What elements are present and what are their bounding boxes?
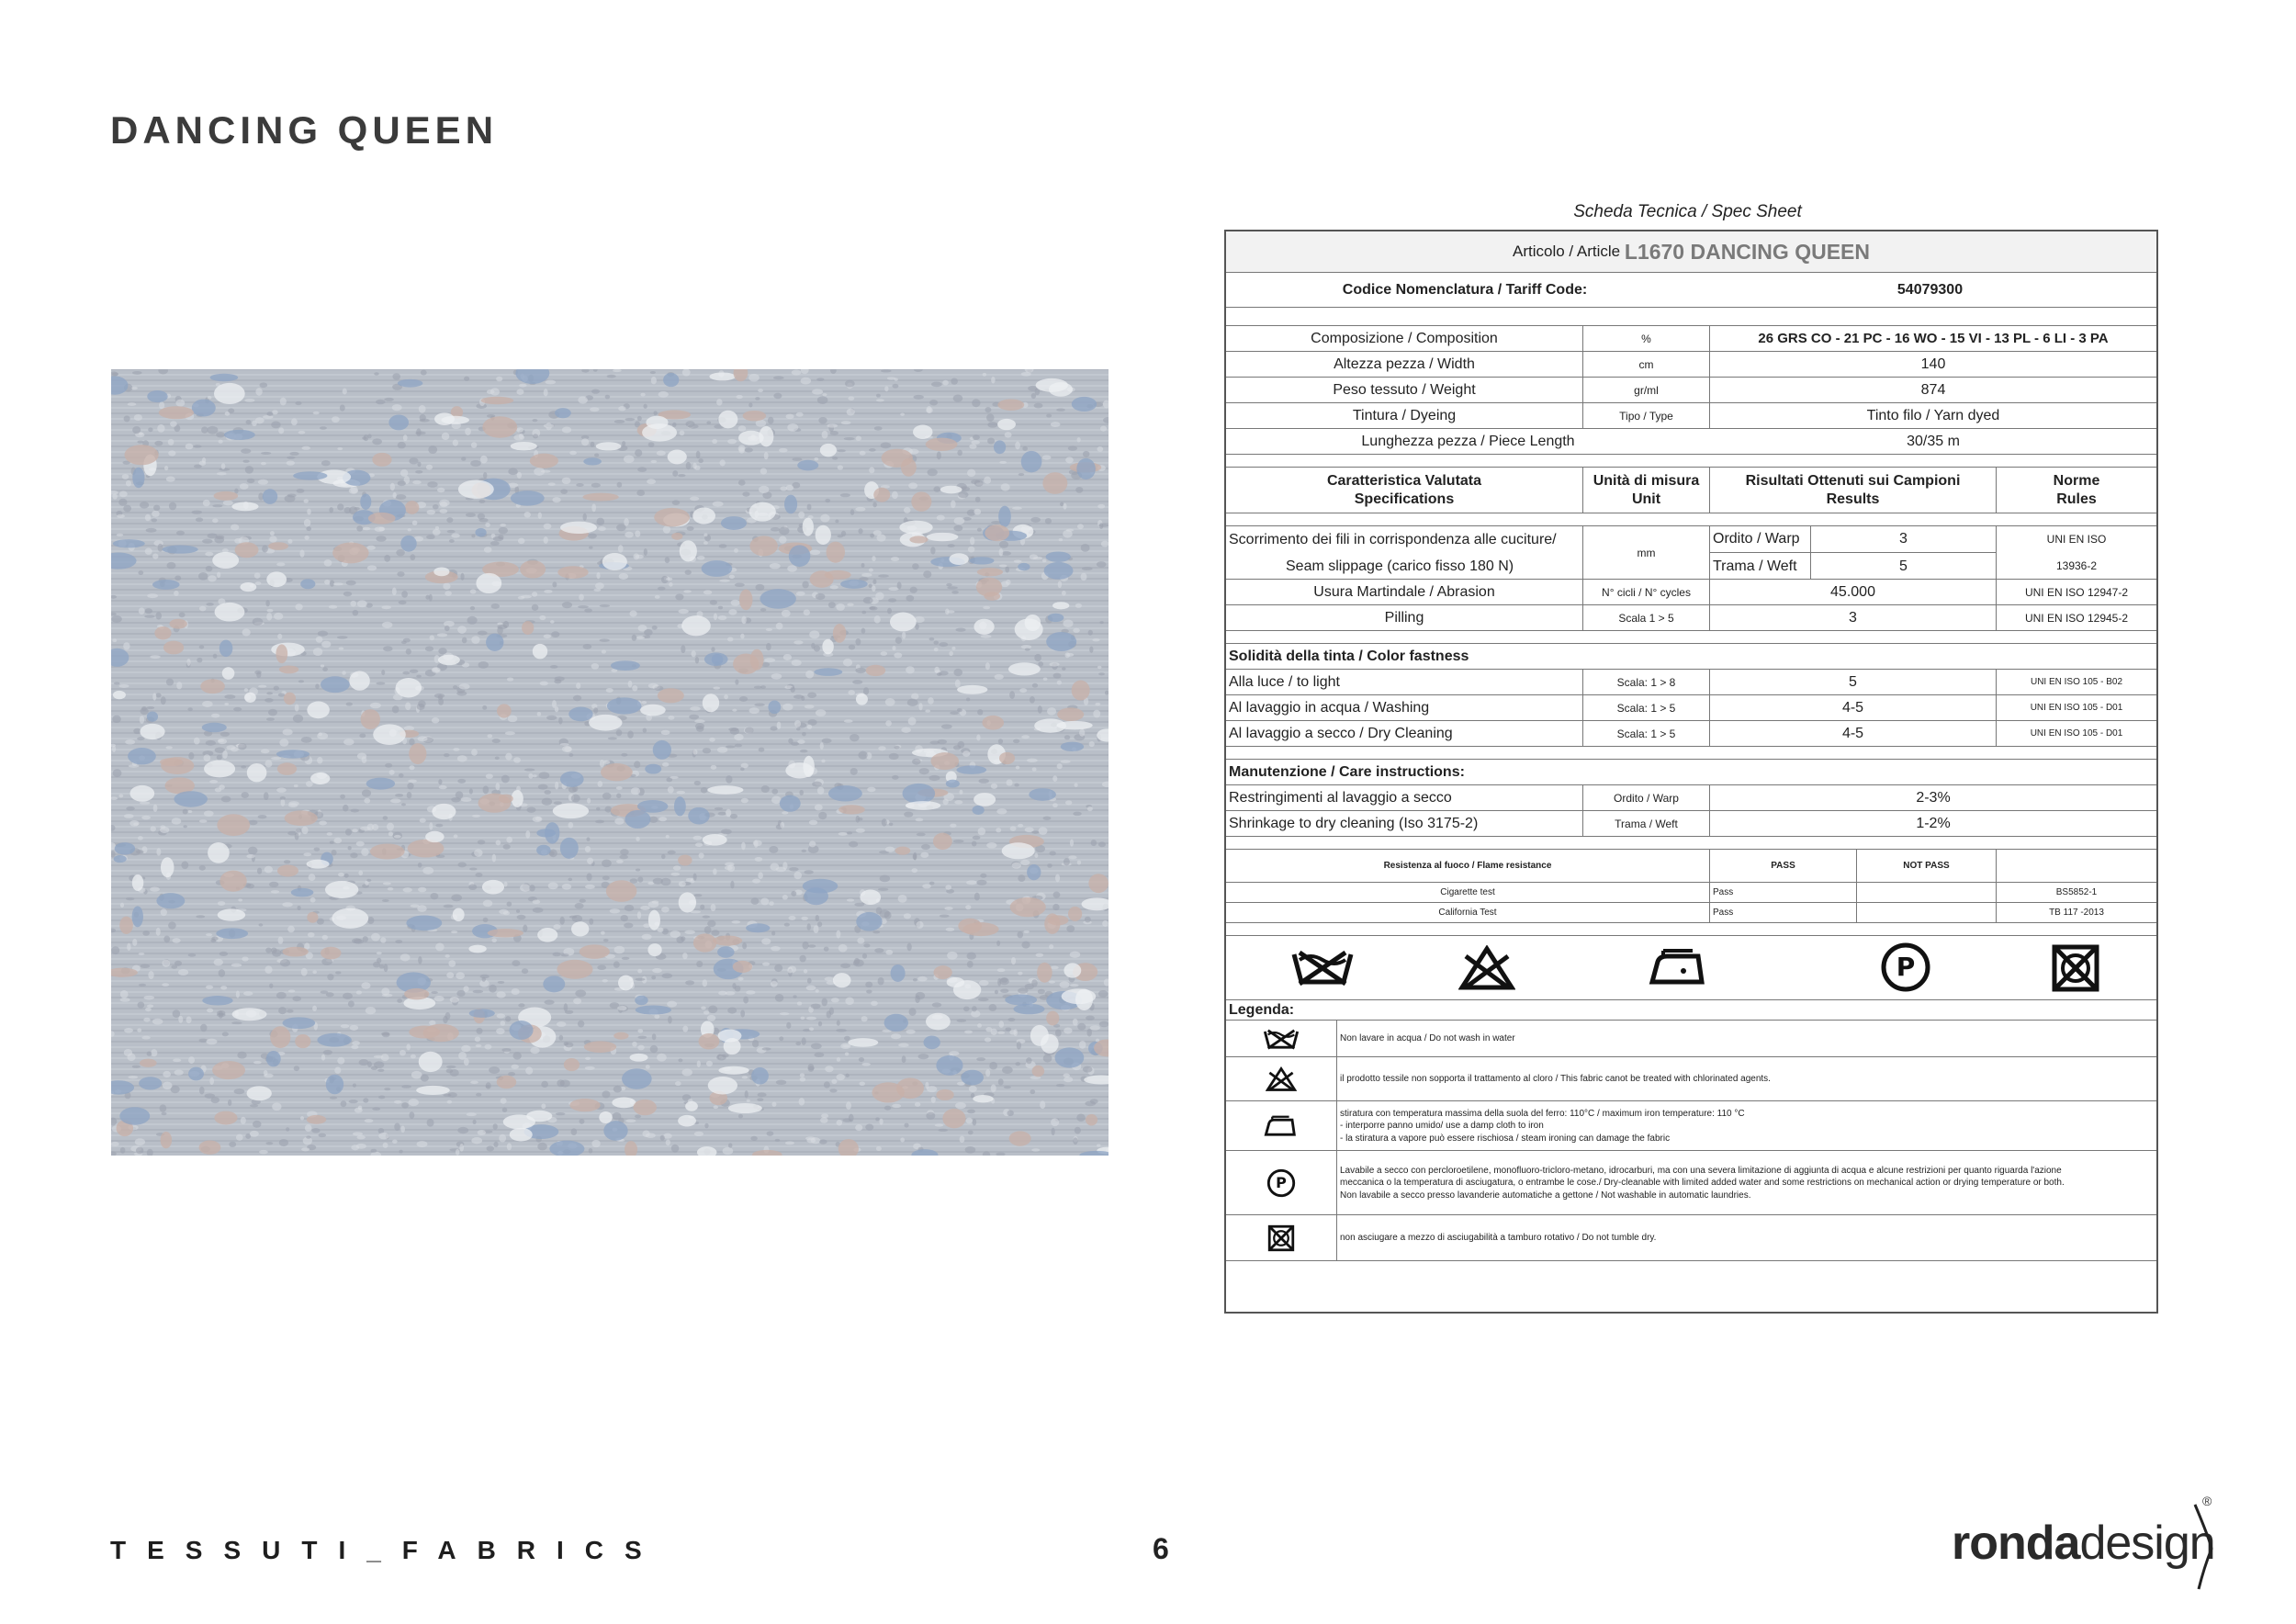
pilling-unit: Scala 1 > 5	[1583, 605, 1710, 631]
no-bleach-icon	[1458, 945, 1515, 991]
flame-title: Resistenza al fuoco / Flame resistance	[1226, 850, 1710, 883]
legend-text: non asciugare a mezzo di asciugabilità a tamburo rotativo / Do not tumble dry.	[1340, 1233, 1657, 1244]
warp-value: 3	[1811, 526, 1997, 553]
prop-value: 140	[1920, 356, 1946, 372]
color-row	[1226, 694, 2156, 721]
warp-label: Ordito / Warp	[1710, 526, 1811, 553]
no-tumble-dry-icon	[1267, 1224, 1295, 1252]
legend-text: stiratura con temperatura massima della suola del ferro: 110°C / maximum iron temperature: 110 °C	[1340, 1108, 1745, 1119]
prop-label: Peso tessuto / Weight	[1226, 378, 1583, 403]
unit-header-label: Unit	[1631, 491, 1661, 507]
color-fastness-title-row	[1226, 643, 2156, 670]
color-unit: Scala: 1 > 5	[1583, 721, 1710, 747]
pilling-rule: UNI EN ISO 12945-2	[2024, 611, 2129, 625]
legend-text: Non lavare in acqua / Do not wash in water	[1340, 1033, 1515, 1044]
abrasion-label: Usura Martindale / Abrasion	[1226, 580, 1583, 605]
care-row	[1226, 810, 2156, 837]
weft-value: 5	[1811, 553, 1997, 580]
legend-row	[1226, 1020, 2156, 1057]
flame-rule: TB 117 -2013	[2049, 907, 2104, 918]
legend-text: meccanica o la temperatura di asciugatura, o entrambe le cose./ Dry-cleanable with limited added water and some restrictions on mechanical action or drying temperature or both.	[1340, 1178, 2065, 1189]
legend-text: Non lavabile a secco presso lavanderie automatiche a gettone / Not washable in automatic laundries.	[1340, 1190, 1751, 1201]
seam-label: Scorrimento dei fili in corrispondenza alle cuciture/	[1229, 531, 1557, 547]
prop-unit: Tipo / Type	[1583, 403, 1710, 429]
seam-rule: 13936-2	[2055, 559, 2098, 572]
brand-light: design	[2079, 1517, 2215, 1570]
rules-header-label: Norme	[2053, 473, 2100, 489]
fabric-swatch-image	[111, 369, 1109, 1156]
prop-label: Lunghezza pezza / Piece Length	[1361, 434, 1575, 449]
prop-label: Altezza pezza / Width	[1226, 352, 1583, 378]
flame-row	[1226, 902, 2156, 923]
seam-rule: UNI EN ISO	[2046, 533, 2107, 546]
care-unit: Ordito / Warp	[1583, 785, 1710, 811]
prop-row	[1226, 325, 2156, 352]
care-label: Restringimenti al lavaggio a secco	[1226, 785, 1583, 811]
unit-header-label: Unità di misura	[1593, 473, 1700, 489]
color-unit: Scala: 1 > 5	[1583, 695, 1710, 721]
color-unit: Scala: 1 > 8	[1583, 670, 1710, 695]
color-label: Al lavaggio in acqua / Washing	[1226, 695, 1583, 721]
tariff-label: Codice Nomenclatura / Tariff Code:	[1342, 282, 1588, 298]
prop-label: Tintura / Dyeing	[1226, 403, 1583, 429]
tariff-row	[1226, 272, 2156, 308]
spec-header-row	[1226, 467, 2156, 513]
rules-header-label: Rules	[2056, 491, 2097, 507]
flame-result: Pass	[1710, 883, 1857, 903]
legend-text: il prodotto tessile non sopporta il trattamento al cloro / This fabric canot be treated with chlorinated agents.	[1340, 1074, 1771, 1085]
page-number: 6	[1153, 1532, 1169, 1565]
tariff-value: 54079300	[1896, 282, 1964, 298]
seam-unit: mm	[1583, 526, 1710, 580]
no-wash-icon	[1290, 947, 1355, 987]
color-value: 4-5	[1710, 721, 1997, 747]
spec-header-label: Specifications	[1354, 491, 1455, 507]
prop-label: Composizione / Composition	[1226, 326, 1583, 352]
page-title: DANCING QUEEN	[110, 108, 499, 152]
pilling-row	[1226, 604, 2156, 631]
flame-rule: BS5852-1	[2055, 886, 2098, 897]
dry-clean-p-icon	[1880, 942, 1931, 993]
dry-clean-p-icon	[1266, 1168, 1296, 1198]
legend-row	[1226, 1100, 2156, 1151]
brand-bold: ronda	[1952, 1517, 2080, 1570]
legend-text: - interporre panno umido/ use a damp cloth to iron	[1340, 1121, 1544, 1132]
legend-title-row	[1226, 999, 2156, 1021]
prop-value: Tinto filo / Yarn dyed	[1866, 408, 2000, 423]
results-header-label: Risultati Ottenuti sui Campioni	[1745, 473, 1961, 489]
abrasion-row	[1226, 579, 2156, 605]
care-unit: Trama / Weft	[1583, 811, 1710, 837]
prop-row	[1226, 351, 2156, 378]
color-label: Al lavaggio a secco / Dry Cleaning	[1226, 721, 1583, 747]
color-label: Alla luce / to light	[1226, 670, 1583, 695]
article-value: L1670 DANCING QUEEN	[1624, 239, 1870, 264]
no-bleach-icon	[1266, 1066, 1297, 1092]
svg-text:P: P	[1276, 1174, 1287, 1192]
prop-row	[1226, 402, 2156, 429]
article-label: Articolo / Article	[1512, 242, 1621, 261]
no-wash-icon	[1263, 1026, 1300, 1052]
prop-row	[1226, 377, 2156, 403]
spec-header-label: Caratteristica Valutata	[1326, 473, 1482, 489]
results-header-label: Results	[1826, 491, 1880, 507]
prop-value: 26 GRS CO - 21 PC - 16 WO - 15 VI - 13 PL - 6 LI - 3 PA	[1758, 330, 2109, 346]
legend-row	[1226, 1214, 2156, 1261]
pilling-label: Pilling	[1226, 605, 1583, 631]
care-value: 2-3%	[1916, 790, 1951, 806]
footer-section-label: TESSUTI_FABRICS	[110, 1536, 663, 1564]
flame-not-pass-header: NOT PASS	[1857, 850, 1997, 883]
prop-value: 30/35 m	[1907, 434, 1960, 449]
care-title: Manutenzione / Care instructions:	[1229, 764, 1465, 780]
color-rule: UNI EN ISO 105 - D01	[2030, 727, 2123, 739]
color-rule: UNI EN ISO 105 - D01	[2030, 702, 2123, 713]
care-symbols-row	[1226, 935, 2156, 1000]
care-label: Shrinkage to dry cleaning (Iso 3175-2)	[1226, 811, 1583, 837]
legend-text: - la stiratura a vapore può essere rischiosa / steam ironing can damage the fabric	[1340, 1133, 1671, 1144]
legend-title: Legenda:	[1229, 1002, 1295, 1018]
seam-label: Seam slippage (carico fisso 180 N)	[1286, 558, 1514, 574]
flame-pass-header: PASS	[1710, 850, 1857, 883]
color-fastness-title: Solidità della tinta / Color fastness	[1229, 648, 1469, 664]
flame-test: Cigarette test	[1226, 883, 1710, 903]
abrasion-unit: N° cicli / N° cycles	[1583, 580, 1710, 605]
flame-test: California Test	[1226, 903, 1710, 923]
flame-row	[1226, 882, 2156, 903]
color-row	[1226, 669, 2156, 695]
brand-chevron-icon	[2193, 1503, 2213, 1591]
color-value: 4-5	[1710, 695, 1997, 721]
prop-value: 874	[1920, 382, 1946, 398]
care-title-row	[1226, 759, 2156, 785]
abrasion-value: 45.000	[1710, 580, 1997, 605]
iron-icon	[1647, 947, 1711, 987]
spec-sheet-caption: Scheda Tecnica / Spec Sheet	[1573, 202, 1802, 221]
svg-text:P: P	[1896, 952, 1916, 982]
pilling-value: 3	[1710, 605, 1997, 631]
brand-registered-mark: ®	[2202, 1494, 2212, 1508]
prop-unit: gr/ml	[1583, 378, 1710, 403]
care-value: 1-2%	[1916, 816, 1951, 831]
iron-icon	[1263, 1114, 1300, 1138]
weft-label: Trama / Weft	[1710, 553, 1811, 580]
seam-slippage-row	[1226, 525, 2156, 580]
legend-text: Lavabile a secco con percloroetilene, monofluoro-tricloro-metano, idrocarburi, ma con una severa limitazione di aggiunta di acqua e alcune restrizioni per quanto riguarda l'azione	[1340, 1165, 2062, 1176]
prop-unit: %	[1583, 326, 1710, 352]
flame-header-row	[1226, 849, 2156, 883]
color-value: 5	[1710, 670, 1997, 695]
legend-row	[1226, 1150, 2156, 1215]
abrasion-rule: UNI EN ISO 12947-2	[2024, 585, 2129, 599]
spec-sheet	[1224, 230, 2158, 1314]
color-row	[1226, 720, 2156, 747]
prop-row	[1226, 428, 2156, 455]
article-row	[1226, 231, 2156, 272]
care-row	[1226, 784, 2156, 811]
prop-unit: cm	[1583, 352, 1710, 378]
brand-logo	[1952, 1516, 2215, 1571]
no-tumble-dry-icon	[2051, 943, 2100, 993]
color-rule: UNI EN ISO 105 - B02	[2030, 676, 2123, 687]
flame-result: Pass	[1710, 903, 1857, 923]
legend-row	[1226, 1056, 2156, 1101]
